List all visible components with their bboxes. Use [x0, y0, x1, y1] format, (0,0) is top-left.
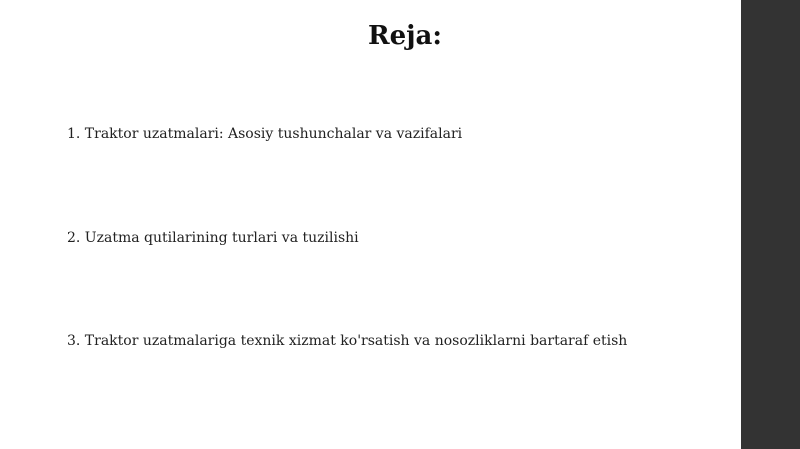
plan-item-1: 1. Traktor uzatmalari: Asosiy tushunchalar va vazifalari [67, 126, 463, 142]
slide-title: Reja: [367, 21, 442, 51]
plan-item-3: 3. Traktor uzatmalariga texnik xizmat ko'rsatish va nosozliklarni bartaraf etish [67, 333, 628, 349]
plan-item-2: 2. Uzatma qutilarining turlari va tuzilishi [67, 230, 359, 246]
dark-side-panel [741, 0, 800, 449]
